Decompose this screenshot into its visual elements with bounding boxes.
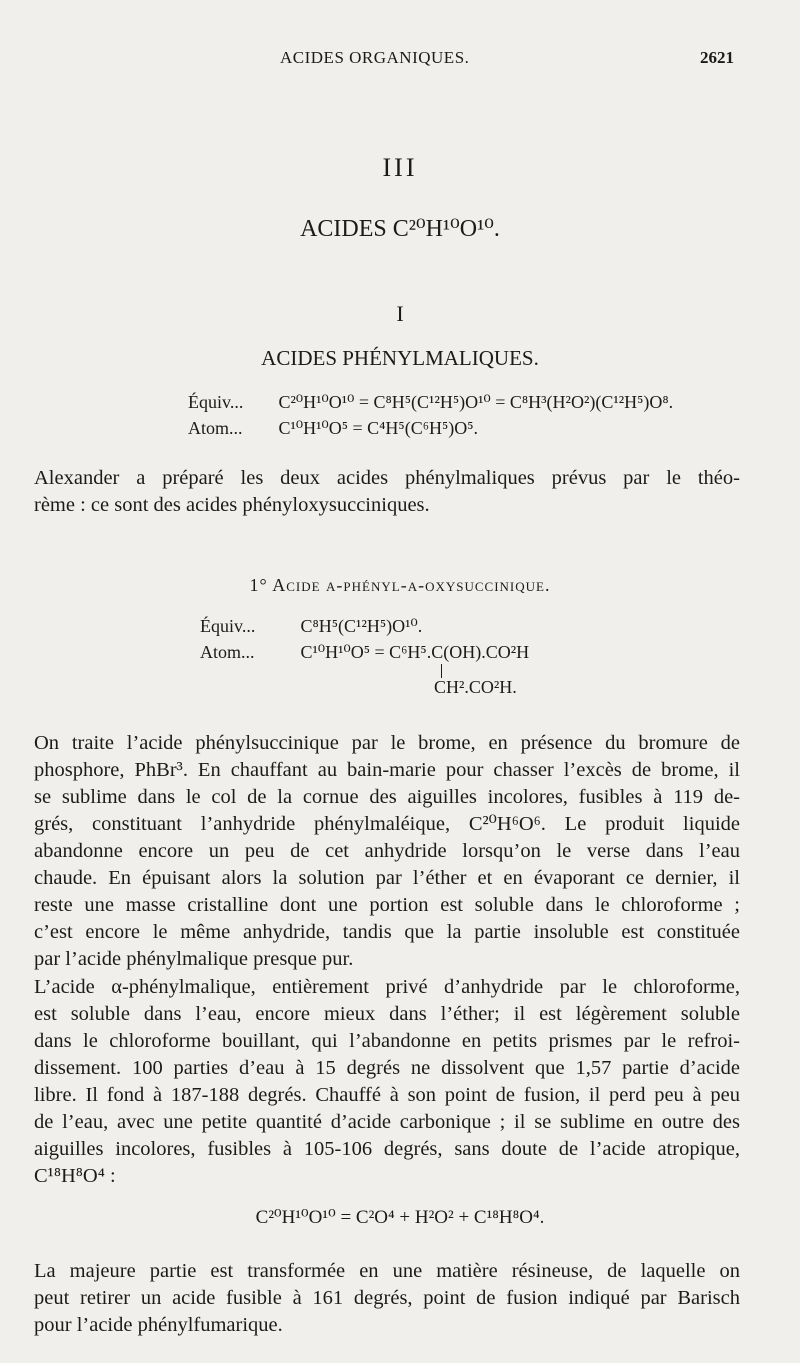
text-line: L’acide α-phénylmalique, entièrement privé d’anhydride par le chloroforme, <box>34 976 740 998</box>
subsection-number: I <box>396 301 404 326</box>
text-line: de l’eau, avec une petite quantité d’acide carbonique ; il se sublime en outre des <box>34 1111 740 1133</box>
formula-equiv-line <box>188 392 673 413</box>
text-line: aiguilles incolores, fusibles à 105-106 degrés, sans doute de l’acide atropique, <box>34 1138 740 1160</box>
page-number: 2621 <box>700 48 734 67</box>
reaction-equation: C²⁰H¹⁰O¹⁰ = C²O⁴ + H²O² + C¹⁸H⁸O⁴. <box>255 1207 545 1228</box>
equiv-formula: C²⁰H¹⁰O¹⁰ = C⁸H⁵(C¹²H⁵)O¹⁰ = C⁸H³(H²O²)(C¹²H⁵)O⁸. <box>278 392 674 412</box>
text-line: pour l’acide phénylfumarique. <box>34 1314 283 1336</box>
atom-formula: C¹⁰H¹⁰O⁵ = C⁶H⁵.C(OH).CO²H <box>300 642 530 662</box>
acid-equiv-line <box>200 616 422 637</box>
text-line: c’est encore le même anhydride, tandis que la partie insoluble est constituée <box>34 921 740 943</box>
bond-line <box>441 664 442 678</box>
running-head: ACIDES ORGANIQUES. <box>280 48 470 67</box>
paragraph-3 <box>34 1258 740 1339</box>
paragraph-2 <box>34 974 740 1190</box>
text-line: libre. Il fond à 187-188 degrés. Chauffé à son point de fusion, il perd peu à peu <box>34 1084 740 1106</box>
paragraph-1 <box>34 730 740 973</box>
formula-branch: CH².CO²H. <box>434 677 517 697</box>
text-line: C¹⁸H⁸O⁴ : <box>34 1165 116 1187</box>
text-line: grés, constituant l’anhydride phénylmaléique, C²⁰H⁶O⁶. Le produit liquide <box>34 813 740 835</box>
text-line: rème : ce sont des acides phényloxysucciniques. <box>34 494 430 516</box>
section-number: III <box>382 153 418 182</box>
text-line: par l’acide phénylmalique presque pur. <box>34 948 354 970</box>
acid-heading: 1° Acide α-phényl-α-oxysuccinique. <box>249 575 551 595</box>
text-line: chaude. En épuisant alors la solution par l’éther et en évaporant ce dernier, il <box>34 867 740 889</box>
atom-label: Atom... <box>200 642 255 662</box>
section-title: ACIDES C²⁰H¹⁰O¹⁰. <box>300 216 500 242</box>
equiv-formula: C⁸H⁵(C¹²H⁵)O¹⁰. <box>300 616 423 636</box>
text-line: On traite l’acide phénylsuccinique par le brome, en présence du bromure de <box>34 732 740 754</box>
atom-label: Atom... <box>188 418 243 438</box>
text-line: reste une masse cristalline dont une portion est soluble dans le chloroforme ; <box>34 894 740 916</box>
text-line: se sublime dans le col de la cornue des aiguilles incolores, fusibles à 119 de- <box>34 786 740 808</box>
text-line: phosphore, PhBr³. En chauffant au bain-marie pour chasser l’excès de brome, il <box>34 759 740 781</box>
atom-formula: C¹⁰H¹⁰O⁵ = C⁴H⁵(C⁶H⁵)O⁵. <box>278 418 479 438</box>
text-line: abandonne encore un peu de cet anhydride lorsqu’on le verse dans l’eau <box>34 840 740 862</box>
subsection-title: ACIDES PHÉNYLMALIQUES. <box>261 346 539 370</box>
text-line: peut retirer un acide fusible à 161 degrés, point de fusion indiqué par Barisch <box>34 1287 740 1309</box>
formula-atom-line <box>188 418 478 439</box>
text-line: La majeure partie est transformée en une matière résineuse, de laquelle on <box>34 1260 740 1282</box>
acid-atom-line <box>200 642 529 663</box>
text-line: Alexander a préparé les deux acides phénylmaliques prévus par le théo- <box>34 467 740 489</box>
text-line: est soluble dans l’eau, encore mieux dans l’éther; il est légèrement soluble <box>34 1003 740 1025</box>
text-line: dissement. 100 parties d’eau à 15 degrés ne dissolvent que 1,57 partie d’acide <box>34 1057 740 1079</box>
intro-paragraph <box>34 465 740 519</box>
equiv-label: Équiv... <box>188 392 244 412</box>
text-line: dans le chloroforme bouillant, qui l’abandonne en petits prismes par le refroi- <box>34 1030 740 1052</box>
equiv-label: Équiv... <box>200 616 256 636</box>
